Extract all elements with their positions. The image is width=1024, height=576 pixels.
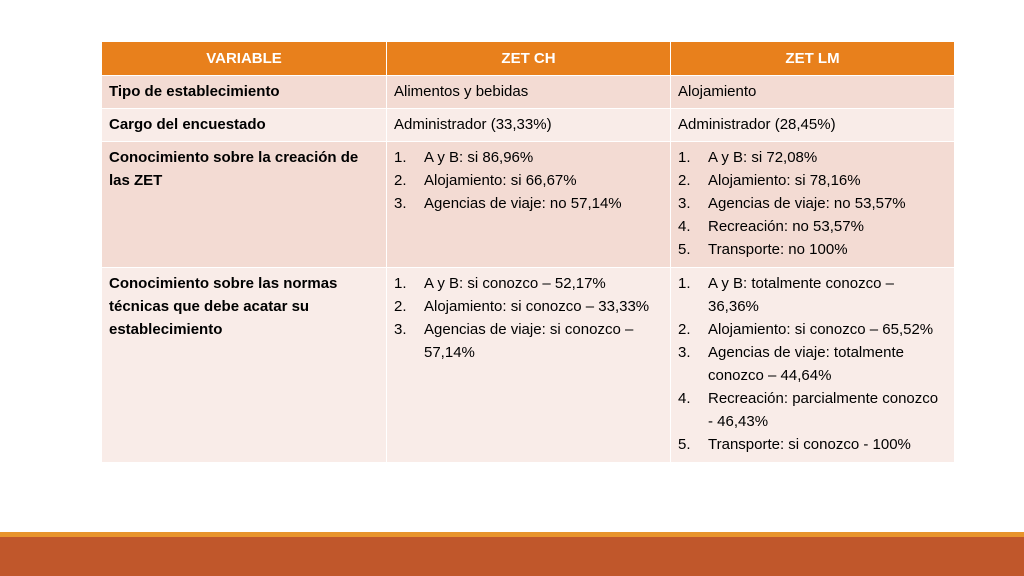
list-item [678, 341, 946, 387]
list-item [394, 146, 662, 169]
numbered-list [678, 146, 946, 261]
row-label: Cargo del encuestado [102, 109, 387, 142]
list-item-text: Transporte: no 100% [708, 241, 848, 258]
cell-zet-lm: Alojamiento [671, 76, 955, 109]
row-label: Conocimiento sobre la creación de las ZET [102, 142, 387, 268]
row-label: Tipo de establecimiento [102, 76, 387, 109]
header-zet-ch: ZET CH [387, 42, 671, 76]
list-item [678, 318, 946, 341]
table-row [102, 268, 955, 463]
list-item [394, 169, 662, 192]
list-item-text: Transporte: si conozco - 100% [708, 436, 911, 453]
list-number: 3. [394, 321, 407, 338]
list-item-text: Recreación: no 53,57% [708, 218, 864, 235]
list-item-text: A y B: si 72,08% [708, 149, 818, 166]
list-number: 1. [678, 275, 691, 292]
list-item-text: Agencias de viaje: totalmente conozco – 44,64% [708, 344, 904, 384]
list-number: 3. [394, 195, 407, 212]
list-number: 2. [394, 298, 407, 315]
table-header-row [102, 42, 955, 76]
numbered-list [678, 272, 946, 456]
list-item [678, 192, 946, 215]
list-item [678, 169, 946, 192]
list-item [678, 433, 946, 456]
list-number: 2. [394, 172, 407, 189]
list-item-text: Alojamiento: si conozco – 65,52% [708, 321, 934, 338]
list-item [678, 215, 946, 238]
table-row [102, 109, 955, 142]
row-label: Conocimiento sobre las normas técnicas que debe acatar su establecimiento [102, 268, 387, 463]
list-item [678, 387, 946, 433]
list-number: 5. [678, 436, 691, 453]
header-zet-lm: ZET LM [671, 42, 955, 76]
list-item [678, 146, 946, 169]
list-number: 3. [678, 344, 691, 361]
cell-zet-ch: Alimentos y bebidas [387, 76, 671, 109]
list-item-text: Recreación: parcialmente conozco - 46,43% [708, 390, 939, 430]
list-number: 1. [394, 275, 407, 292]
list-item-text: Alojamiento: si 66,67% [424, 172, 577, 189]
list-item-text: Agencias de viaje: no 57,14% [424, 195, 622, 212]
footer-bar [0, 537, 1024, 576]
list-number: 1. [394, 149, 407, 166]
list-number: 3. [678, 195, 691, 212]
list-item [678, 272, 946, 318]
list-item-text: A y B: si 86,96% [424, 149, 534, 166]
cell-zet-ch [387, 268, 671, 463]
list-item-text: Agencias de viaje: si conozco – 57,14% [424, 321, 634, 361]
list-item [394, 272, 662, 295]
list-item-text: Alojamiento: si conozco – 33,33% [424, 298, 650, 315]
list-item [394, 295, 662, 318]
list-number: 4. [678, 218, 691, 235]
list-item-text: A y B: si conozco – 52,17% [424, 275, 606, 292]
list-number: 2. [678, 172, 691, 189]
list-item-text: Agencias de viaje: no 53,57% [708, 195, 906, 212]
list-item-text: A y B: totalmente conozco – 36,36% [708, 275, 894, 315]
list-number: 5. [678, 241, 691, 258]
list-item-text: Alojamiento: si 78,16% [708, 172, 861, 189]
list-item [394, 318, 662, 364]
table-row [102, 142, 955, 268]
list-item [678, 238, 946, 261]
cell-zet-lm: Administrador (28,45%) [671, 109, 955, 142]
cell-zet-lm [671, 142, 955, 268]
cell-zet-lm [671, 268, 955, 463]
list-number: 1. [678, 149, 691, 166]
comparison-table [101, 41, 955, 463]
list-item [394, 192, 662, 215]
list-number: 4. [678, 390, 691, 407]
numbered-list [394, 272, 662, 364]
list-number: 2. [678, 321, 691, 338]
cell-zet-ch [387, 142, 671, 268]
numbered-list [394, 146, 662, 215]
cell-zet-ch: Administrador (33,33%) [387, 109, 671, 142]
header-variable: VARIABLE [102, 42, 387, 76]
table-row [102, 76, 955, 109]
